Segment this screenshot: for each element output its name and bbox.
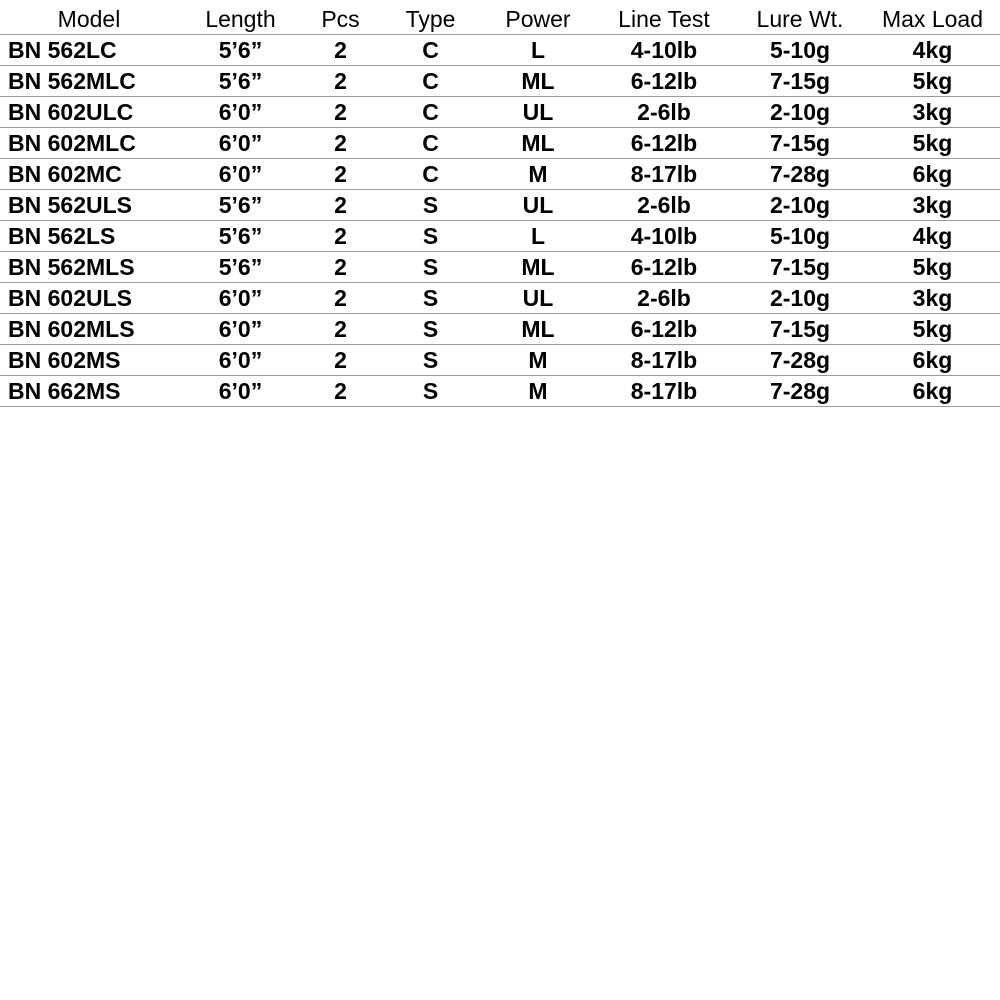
header-max-load: Max Load [881, 6, 983, 32]
max-load-cell: 5kg [865, 66, 1000, 97]
line-test-cell: 6-12lb [593, 128, 735, 159]
model-cell: BN 562LS [0, 221, 178, 252]
power-cell: UL [483, 283, 593, 314]
model-cell: BN 602MLC [0, 128, 178, 159]
header-line-test: Line Test [618, 6, 710, 32]
model-cell: BN 602ULC [0, 97, 178, 128]
line-test-cell: 6-12lb [593, 252, 735, 283]
model-cell: BN 562LC [0, 35, 178, 66]
power-cell: ML [483, 66, 593, 97]
power-cell: ML [483, 252, 593, 283]
line-test-cell: 8-17lb [593, 345, 735, 376]
length-cell: 5’6” [178, 35, 303, 66]
rod-spec-table [0, 4, 1000, 407]
header-lure-weight: Lure Wt. [756, 6, 844, 32]
type-cell: C [378, 97, 483, 128]
line-test-cell: 6-12lb [593, 66, 735, 97]
line-test-cell: 6-12lb [593, 314, 735, 345]
lure-weight-cell: 7-15g [735, 128, 865, 159]
table-row [0, 97, 1000, 128]
length-cell: 6’0” [178, 345, 303, 376]
lure-weight-cell: 5-10g [735, 35, 865, 66]
length-cell: 6’0” [178, 97, 303, 128]
model-cell: BN 602MC [0, 159, 178, 190]
power-cell: M [483, 159, 593, 190]
max-load-cell: 4kg [865, 35, 1000, 66]
length-cell: 6’0” [178, 314, 303, 345]
header-type: Type [405, 6, 456, 32]
type-cell: C [378, 35, 483, 66]
power-cell: M [483, 345, 593, 376]
pcs-cell: 2 [303, 283, 378, 314]
table-header [0, 4, 1000, 35]
line-test-cell: 4-10lb [593, 35, 735, 66]
length-cell: 6’0” [178, 376, 303, 407]
max-load-cell: 5kg [865, 314, 1000, 345]
pcs-cell: 2 [303, 128, 378, 159]
table-row [0, 345, 1000, 376]
header-pcs: Pcs [321, 6, 360, 32]
line-test-cell: 2-6lb [593, 190, 735, 221]
table-body [0, 35, 1000, 407]
pcs-cell: 2 [303, 221, 378, 252]
header-row [0, 4, 1000, 35]
lure-weight-cell: 7-15g [735, 314, 865, 345]
max-load-cell: 5kg [865, 252, 1000, 283]
pcs-cell: 2 [303, 345, 378, 376]
pcs-cell: 2 [303, 66, 378, 97]
line-test-cell: 4-10lb [593, 221, 735, 252]
type-cell: S [378, 283, 483, 314]
model-cell: BN 562MLS [0, 252, 178, 283]
line-test-cell: 8-17lb [593, 376, 735, 407]
type-cell: S [378, 252, 483, 283]
type-cell: C [378, 128, 483, 159]
header-model: Model [57, 6, 121, 32]
model-cell: BN 562MLC [0, 66, 178, 97]
length-cell: 5’6” [178, 190, 303, 221]
model-cell: BN 602MLS [0, 314, 178, 345]
length-cell: 6’0” [178, 159, 303, 190]
header-length: Length [205, 6, 276, 32]
length-cell: 6’0” [178, 128, 303, 159]
lure-weight-cell: 2-10g [735, 283, 865, 314]
line-test-cell: 2-6lb [593, 97, 735, 128]
length-cell: 5’6” [178, 66, 303, 97]
length-cell: 6’0” [178, 283, 303, 314]
pcs-cell: 2 [303, 314, 378, 345]
power-cell: M [483, 376, 593, 407]
line-test-cell: 2-6lb [593, 283, 735, 314]
pcs-cell: 2 [303, 159, 378, 190]
type-cell: S [378, 376, 483, 407]
table-row [0, 128, 1000, 159]
type-cell: C [378, 159, 483, 190]
max-load-cell: 3kg [865, 190, 1000, 221]
pcs-cell: 2 [303, 97, 378, 128]
power-cell: L [483, 221, 593, 252]
length-cell: 5’6” [178, 252, 303, 283]
max-load-cell: 4kg [865, 221, 1000, 252]
max-load-cell: 6kg [865, 159, 1000, 190]
model-cell: BN 662MS [0, 376, 178, 407]
lure-weight-cell: 7-28g [735, 159, 865, 190]
type-cell: C [378, 66, 483, 97]
table-row [0, 283, 1000, 314]
table-row [0, 376, 1000, 407]
model-cell: BN 602ULS [0, 283, 178, 314]
max-load-cell: 5kg [865, 128, 1000, 159]
table-row [0, 35, 1000, 66]
model-cell: BN 602MS [0, 345, 178, 376]
lure-weight-cell: 2-10g [735, 97, 865, 128]
header-power: Power [505, 6, 571, 32]
pcs-cell: 2 [303, 252, 378, 283]
power-cell: ML [483, 128, 593, 159]
line-test-cell: 8-17lb [593, 159, 735, 190]
power-cell: ML [483, 314, 593, 345]
lure-weight-cell: 5-10g [735, 221, 865, 252]
table-row [0, 221, 1000, 252]
lure-weight-cell: 7-15g [735, 66, 865, 97]
max-load-cell: 6kg [865, 345, 1000, 376]
table-row [0, 252, 1000, 283]
max-load-cell: 3kg [865, 97, 1000, 128]
type-cell: S [378, 190, 483, 221]
type-cell: S [378, 221, 483, 252]
max-load-cell: 3kg [865, 283, 1000, 314]
table-row [0, 66, 1000, 97]
type-cell: S [378, 345, 483, 376]
power-cell: L [483, 35, 593, 66]
table-row [0, 190, 1000, 221]
length-cell: 5’6” [178, 221, 303, 252]
model-cell: BN 562ULS [0, 190, 178, 221]
pcs-cell: 2 [303, 376, 378, 407]
type-cell: S [378, 314, 483, 345]
table-row [0, 314, 1000, 345]
power-cell: UL [483, 190, 593, 221]
lure-weight-cell: 2-10g [735, 190, 865, 221]
pcs-cell: 2 [303, 35, 378, 66]
max-load-cell: 6kg [865, 376, 1000, 407]
lure-weight-cell: 7-28g [735, 345, 865, 376]
power-cell: UL [483, 97, 593, 128]
lure-weight-cell: 7-28g [735, 376, 865, 407]
table-row [0, 159, 1000, 190]
pcs-cell: 2 [303, 190, 378, 221]
lure-weight-cell: 7-15g [735, 252, 865, 283]
